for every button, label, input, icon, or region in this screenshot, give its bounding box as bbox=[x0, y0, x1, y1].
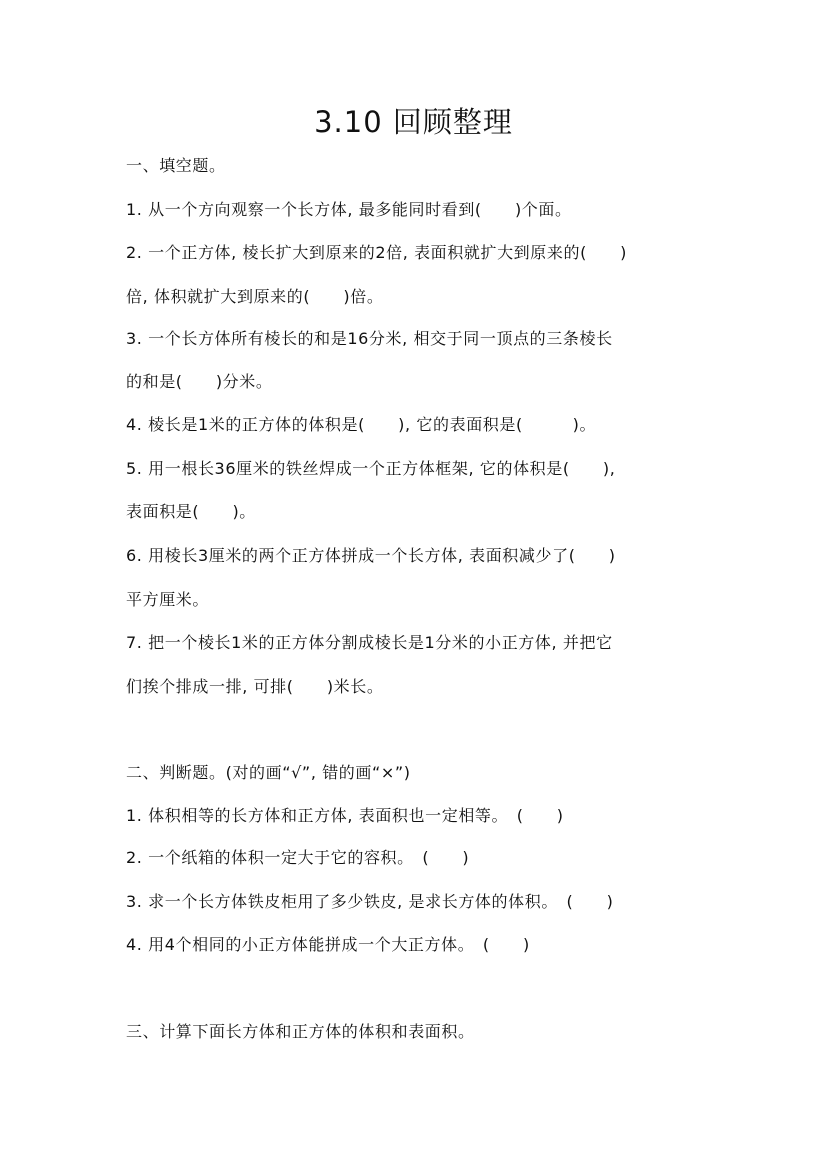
question-line: 们挨个排成一排, 可排( )米长。 bbox=[126, 677, 384, 696]
question-line: 1. 体积相等的长方体和正方体, 表面积也一定相等。 ( ) bbox=[126, 806, 564, 825]
question-line: 3. 一个长方体所有棱长的和是16分米, 相交于同一顶点的三条棱长 bbox=[126, 329, 613, 348]
question-line: 1. 从一个方向观察一个长方体, 最多能同时看到( )个面。 bbox=[126, 200, 572, 219]
section-heading-calculation: 三、计算下面长方体和正方体的体积和表面积。 bbox=[126, 1022, 475, 1041]
question-line: 3. 求一个长方体铁皮柜用了多少铁皮, 是求长方体的体积。 ( ) bbox=[126, 892, 614, 911]
section-heading-true-false: 二、判断题。(对的画“√”, 错的画“×”) bbox=[126, 763, 411, 782]
question-line: 平方厘米。 bbox=[126, 590, 210, 609]
question-line: 表面积是( )。 bbox=[126, 502, 256, 521]
question-line: 6. 用棱长3厘米的两个正方体拼成一个长方体, 表面积减少了( ) bbox=[126, 546, 616, 565]
question-line: 倍, 体积就扩大到原来的( )倍。 bbox=[126, 287, 384, 306]
section-heading-fill-blank: 一、填空题。 bbox=[126, 156, 226, 175]
question-line: 的和是( )分米。 bbox=[126, 372, 273, 391]
question-line: 2. 一个纸箱的体积一定大于它的容积。 ( ) bbox=[126, 848, 470, 867]
question-line: 4. 棱长是1米的正方体的体积是( ), 它的表面积是( )。 bbox=[126, 415, 597, 434]
question-line: 4. 用4个相同的小正方体能拼成一个大正方体。 ( ) bbox=[126, 935, 530, 954]
page-title: 3.10 回顾整理 bbox=[314, 105, 513, 139]
question-line: 2. 一个正方体, 棱长扩大到原来的2倍, 表面积就扩大到原来的( ) bbox=[126, 243, 627, 262]
question-line: 7. 把一个棱长1米的正方体分割成棱长是1分米的小正方体, 并把它 bbox=[126, 633, 613, 652]
question-line: 5. 用一根长36厘米的铁丝焊成一个正方体框架, 它的体积是( ), bbox=[126, 459, 616, 478]
